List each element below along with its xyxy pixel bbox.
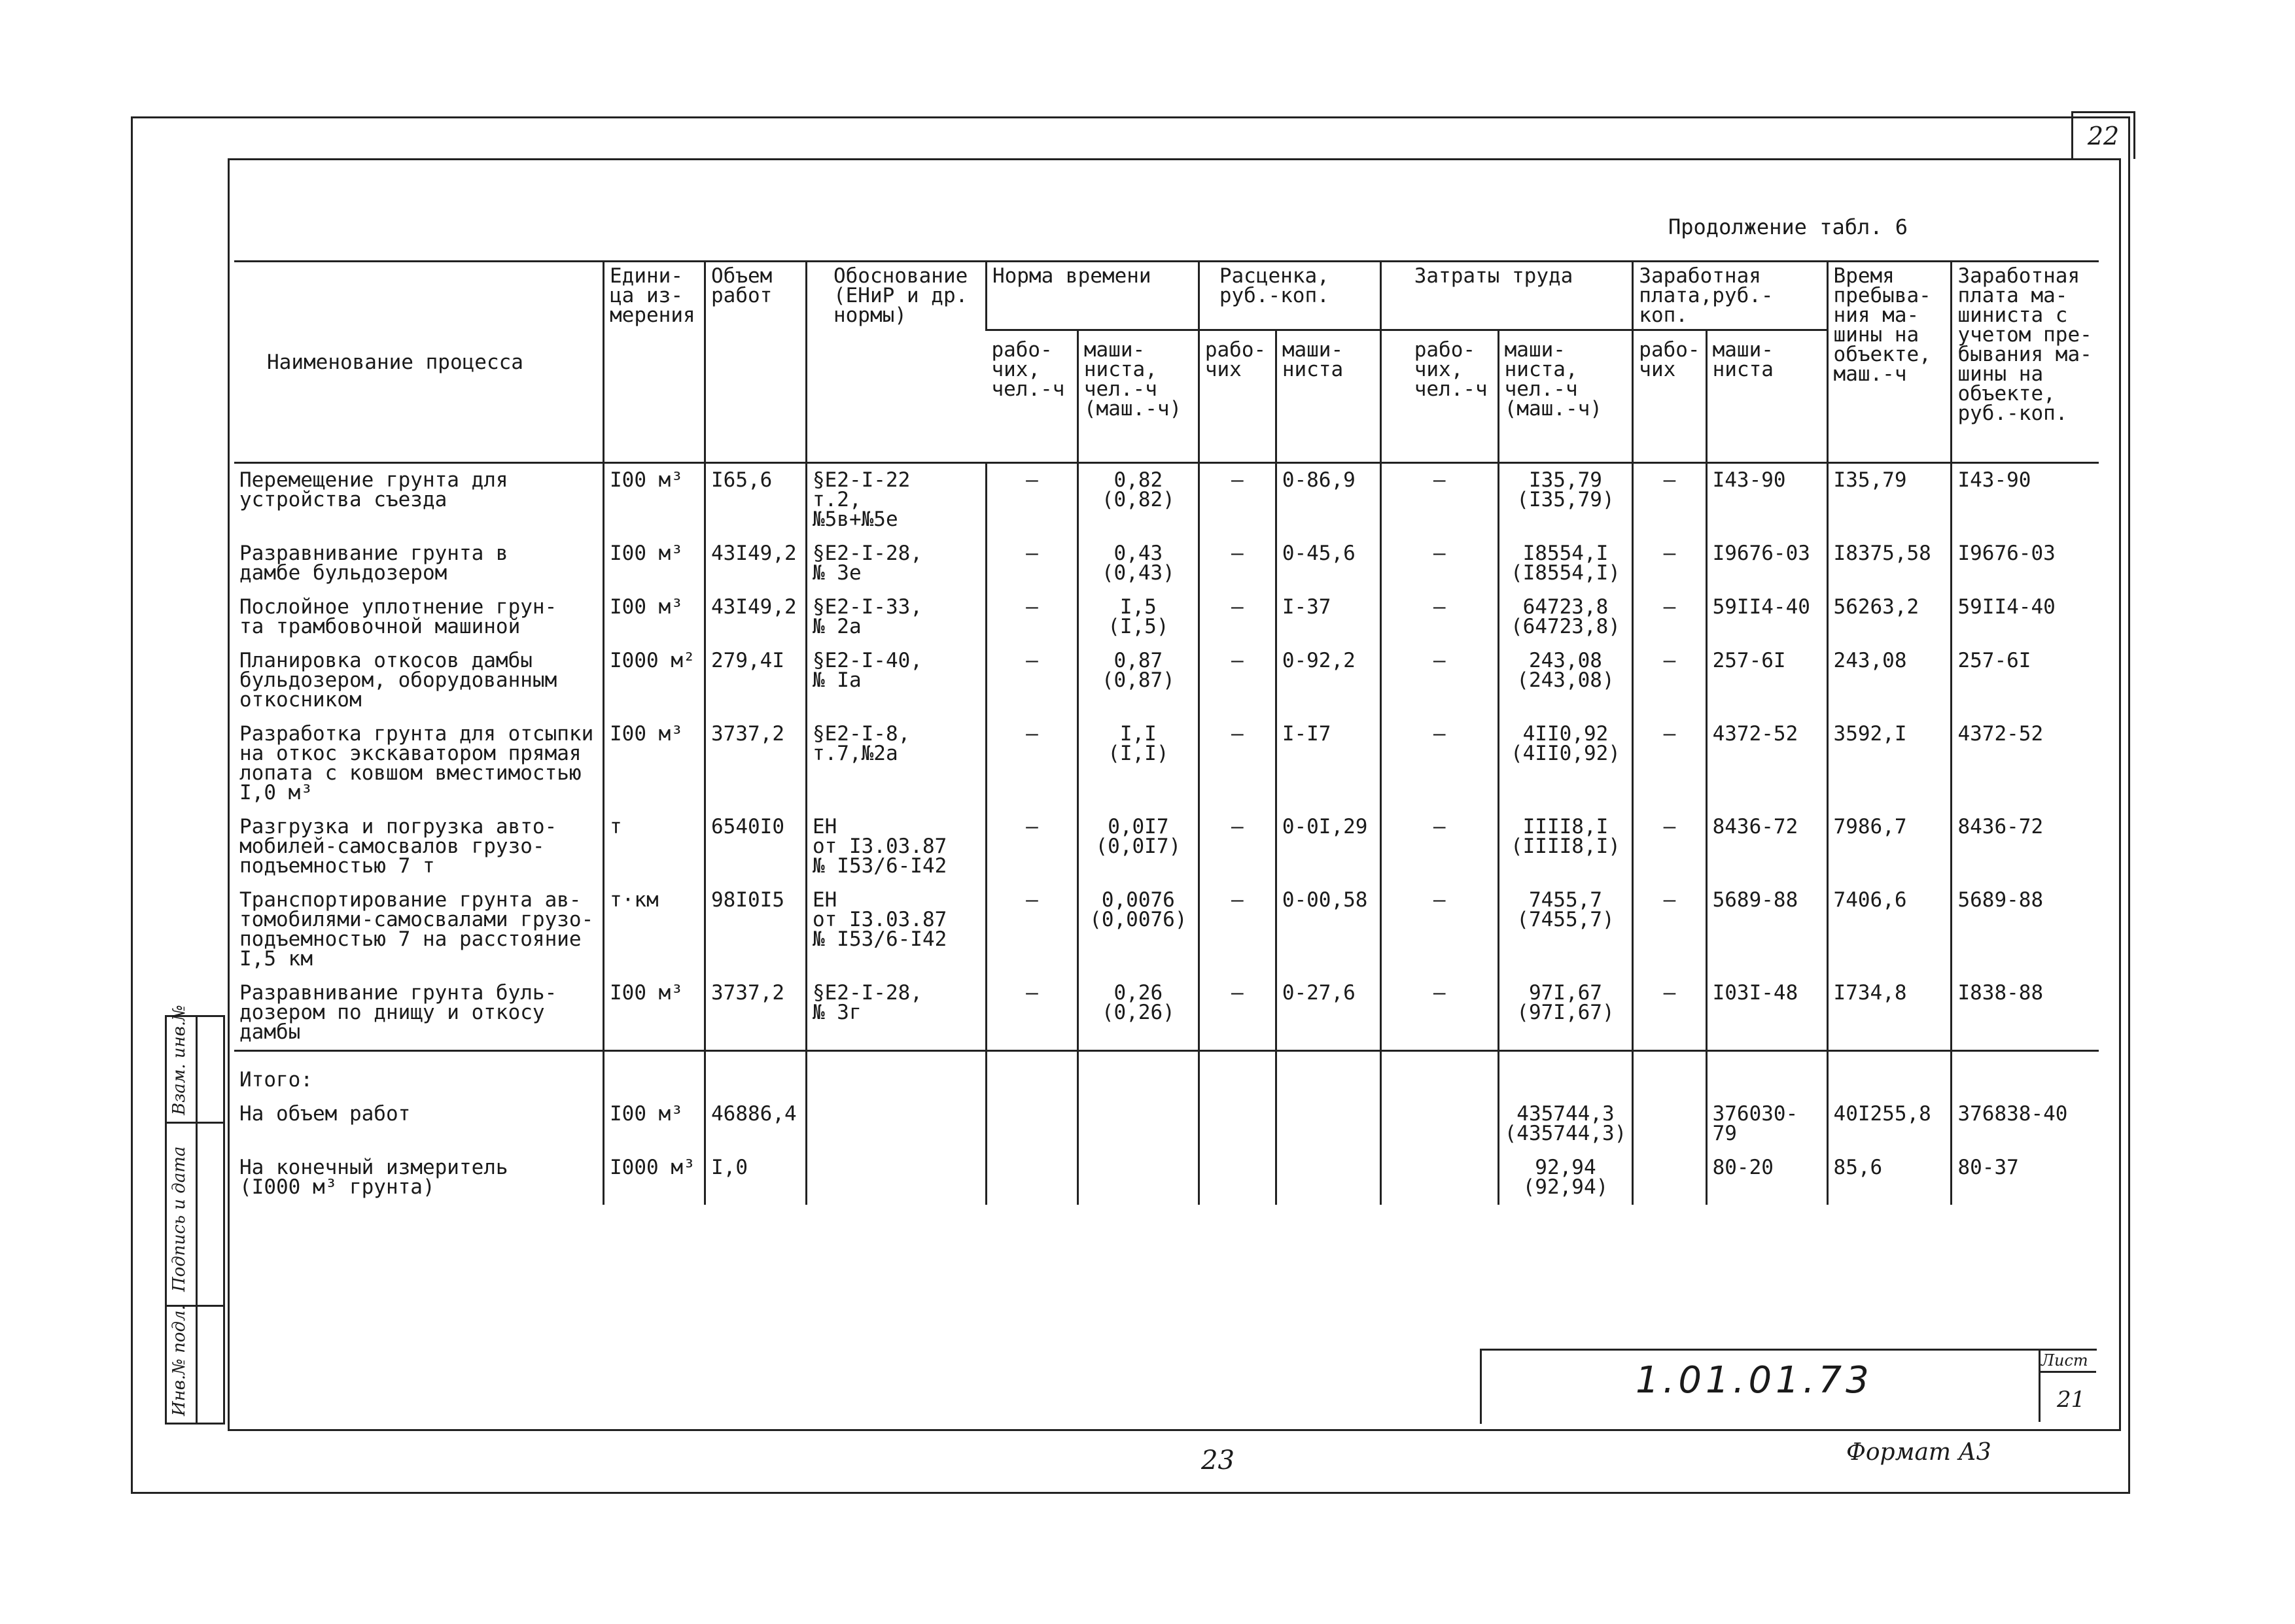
- cell-unit: I00 м³: [604, 591, 705, 644]
- total-cell-nm: [1077, 1151, 1199, 1205]
- totals-label-row: [234, 1051, 2099, 1098]
- cell-unit: I00 м³: [604, 976, 705, 1051]
- totals-row: [234, 1151, 2099, 1205]
- corner-page-number: 22: [2071, 111, 2135, 159]
- cell-unit: I00 м³: [604, 717, 705, 810]
- cell-lm: 4II0,92 (4II0,92): [1498, 717, 1633, 810]
- total-cell-basis: [806, 1151, 986, 1205]
- cell-ww: –: [1633, 810, 1706, 884]
- total-cell-pw: [1199, 1151, 1276, 1205]
- cell-lm: 97I,67 (97I,67): [1498, 976, 1633, 1051]
- cell-volume: 43I49,2: [705, 537, 807, 591]
- header-stay-time: Время пребыва- ния ма- шины на объекте, маш.-ч: [1827, 262, 1952, 463]
- cell-basis: §Е2-I-33, № 2а: [806, 591, 986, 644]
- cell-nm: 0,0076 (0,0076): [1077, 884, 1199, 976]
- cell-volume: 43I49,2: [705, 591, 807, 644]
- cell-wstay: 4372-52: [1952, 717, 2099, 810]
- total-cell-pm: [1276, 1151, 1380, 1205]
- cell-basis: §Е2-I-8, т.7,№2а: [806, 717, 986, 810]
- stamp-inv-original: Инв.№ подл.: [169, 1305, 189, 1416]
- total-cell-unit: I000 м³: [604, 1151, 705, 1205]
- total-cell-lw: [1380, 1151, 1498, 1205]
- header-price-machinist: маши- ниста: [1276, 330, 1380, 463]
- total-cell-stay: 85,6: [1827, 1151, 1952, 1205]
- cell-pm: I-37: [1276, 591, 1380, 644]
- cell-ww: –: [1633, 537, 1706, 591]
- total-cell-wm: 80-20: [1706, 1151, 1827, 1205]
- cell-lw: –: [1380, 884, 1498, 976]
- total-cell-volume: I,0: [705, 1151, 807, 1205]
- cell-unit: т: [604, 810, 705, 884]
- cell-nm: I,5 (I,5): [1077, 591, 1199, 644]
- header-norm-time: Норма времени: [986, 262, 1199, 330]
- cell-stay: 7986,7: [1827, 810, 1952, 884]
- header-wage: Заработная плата,руб.-коп.: [1633, 262, 1827, 330]
- cell-unit: I00 м³: [604, 537, 705, 591]
- cell-pm: 0-27,6: [1276, 976, 1380, 1051]
- cell-lm: IIII8,I (IIII8,I): [1498, 810, 1633, 884]
- cell-basis: §Е2-I-22 т.2, №5в+№5е: [806, 463, 986, 538]
- total-cell-pw: [1199, 1097, 1276, 1151]
- norms-table: [234, 260, 2099, 1205]
- total-cell-stay: 40I255,8: [1827, 1097, 1952, 1151]
- cell-wstay: I838-88: [1952, 976, 2099, 1051]
- cell-name: Разравнивание грунта буль- дозером по днищу и откосу дамбы: [239, 981, 557, 1044]
- total-cell-name: На объем работ: [239, 1102, 411, 1126]
- cell-basis: ЕН от I3.03.87 № I53/6-I42: [806, 810, 986, 884]
- cell-name: Транспортирование грунта ав- томобилями-самосвалами грузо- подъемностью 7 на расстояние I,5 км: [239, 888, 594, 971]
- cell-name: Перемещение грунта для устройства съезда: [239, 468, 508, 511]
- header-price-workers: рабо- чих: [1199, 330, 1276, 463]
- cell-pm: 0-86,9: [1276, 463, 1380, 538]
- cell-pm: 0-0I,29: [1276, 810, 1380, 884]
- cell-name: Планировка откосов дамбы бульдозером, оборудованным откосником: [239, 649, 557, 712]
- document-code: 1.01.01.73: [1636, 1359, 1873, 1402]
- total-cell-ww: [1633, 1151, 1706, 1205]
- cell-lw: –: [1380, 810, 1498, 884]
- total-cell-nw: [986, 1151, 1077, 1205]
- cell-stay: 243,08: [1827, 644, 1952, 717]
- cell-volume: 279,4I: [705, 644, 807, 717]
- cell-lw: –: [1380, 644, 1498, 717]
- cell-wm: 59II4-40: [1706, 591, 1827, 644]
- cell-unit: I00 м³: [604, 463, 705, 538]
- table-row: [234, 591, 2099, 644]
- cell-pw: –: [1199, 810, 1276, 884]
- total-cell-basis: [806, 1097, 986, 1151]
- total-cell-wstay: 376838-40: [1952, 1097, 2099, 1151]
- cell-basis: §Е2-I-28, № 3е: [806, 537, 986, 591]
- cell-lw: –: [1380, 463, 1498, 538]
- cell-nm: 0,26 (0,26): [1077, 976, 1199, 1051]
- total-cell-wstay: 80-37: [1952, 1151, 2099, 1205]
- total-cell-ww: [1633, 1097, 1706, 1151]
- cell-nm: 0,82 (0,82): [1077, 463, 1199, 538]
- cell-nm: 0,87 (0,87): [1077, 644, 1199, 717]
- table-body: [234, 463, 2099, 1205]
- total-cell-nm: [1077, 1097, 1199, 1151]
- cell-lm: 7455,7 (7455,7): [1498, 884, 1633, 976]
- cell-wm: I03I-48: [1706, 976, 1827, 1051]
- cell-stay: I8375,58: [1827, 537, 1952, 591]
- header-labor: Затраты труда: [1380, 262, 1633, 330]
- paper-format: Формат А3: [1846, 1439, 1991, 1466]
- cell-pw: –: [1199, 717, 1276, 810]
- header-norm-workers: рабо- чих, чел.-ч: [986, 330, 1077, 463]
- cell-basis: §Е2-I-28, № 3г: [806, 976, 986, 1051]
- header-labor-machinist: маши- ниста, чел.-ч (маш.-ч): [1498, 330, 1633, 463]
- cell-volume: 6540I0: [705, 810, 807, 884]
- header-labor-workers: рабо- чих, чел.-ч: [1380, 330, 1498, 463]
- cell-lm: I35,79 (I35,79): [1498, 463, 1633, 538]
- cell-volume: I65,6: [705, 463, 807, 538]
- total-cell-wm: 376030-79: [1706, 1097, 1827, 1151]
- cell-pw: –: [1199, 976, 1276, 1051]
- cell-ww: –: [1633, 884, 1706, 976]
- page-number: 23: [1201, 1445, 1235, 1476]
- total-cell-nw: [986, 1097, 1077, 1151]
- cell-lw: –: [1380, 591, 1498, 644]
- cell-stay: 7406,6: [1827, 884, 1952, 976]
- cell-pw: –: [1199, 463, 1276, 538]
- table-row: [234, 976, 2099, 1051]
- total-cell-name: На конечный измеритель (I000 м³ грунта): [239, 1156, 508, 1199]
- cell-nm: 0,43 (0,43): [1077, 537, 1199, 591]
- header-volume: Объем работ: [705, 262, 807, 463]
- cell-pm: I-I7: [1276, 717, 1380, 810]
- total-cell-lm: 92,94 (92,94): [1498, 1151, 1633, 1205]
- cell-volume: 3737,2: [705, 976, 807, 1051]
- cell-stay: I734,8: [1827, 976, 1952, 1051]
- cell-wstay: 5689-88: [1952, 884, 2099, 976]
- total-cell-pm: [1276, 1097, 1380, 1151]
- header-wage-machinist: маши- ниста: [1706, 330, 1827, 463]
- cell-wstay: 59II4-40: [1952, 591, 2099, 644]
- cell-lm: I8554,I (I8554,I): [1498, 537, 1633, 591]
- cell-name: Послойное уплотнение грун- та трамбовочной машиной: [239, 595, 557, 638]
- cell-name: Разравнивание грунта в дамбе бульдозером: [239, 542, 508, 585]
- cell-ww: –: [1633, 976, 1706, 1051]
- cell-wm: 4372-52: [1706, 717, 1827, 810]
- stamp-signature-date: Подпись и дата: [169, 1146, 189, 1292]
- sheet-label: Лист: [2041, 1351, 2088, 1370]
- table-caption: Продолжение табл. 6: [1668, 215, 1908, 239]
- header-unit: Едини- ца из- мерения: [604, 262, 705, 463]
- cell-nw: –: [986, 976, 1077, 1051]
- cell-nw: –: [986, 810, 1077, 884]
- totals-label: Итого:: [234, 1051, 604, 1098]
- total-cell-lm: 435744,3 (435744,3): [1498, 1097, 1633, 1151]
- sheet-number: 21: [2057, 1387, 2086, 1413]
- cell-pm: 0-92,2: [1276, 644, 1380, 717]
- table-row: [234, 644, 2099, 717]
- header-wage-workers: рабо- чих: [1633, 330, 1706, 463]
- cell-pw: –: [1199, 537, 1276, 591]
- table-row: [234, 884, 2099, 976]
- cell-wstay: 257-6I: [1952, 644, 2099, 717]
- table-row: [234, 463, 2099, 538]
- cell-nw: –: [986, 717, 1077, 810]
- stamp-replace-inv: Взам. инв.№: [169, 1005, 189, 1115]
- cell-wstay: I9676-03: [1952, 537, 2099, 591]
- cell-ww: –: [1633, 463, 1706, 538]
- cell-pm: 0-45,6: [1276, 537, 1380, 591]
- cell-name: Разгрузка и погрузка авто- мобилей-самосвалов грузо- подъемностью 7 т: [239, 815, 557, 878]
- cell-wstay: I43-90: [1952, 463, 2099, 538]
- table-row: [234, 537, 2099, 591]
- cell-wm: I43-90: [1706, 463, 1827, 538]
- cell-basis: ЕН от I3.03.87 № I53/6-I42: [806, 884, 986, 976]
- header-price: Расценка, руб.-коп.: [1199, 262, 1380, 330]
- cell-nw: –: [986, 591, 1077, 644]
- total-cell-lw: [1380, 1097, 1498, 1151]
- cell-lw: –: [1380, 976, 1498, 1051]
- cell-nw: –: [986, 463, 1077, 538]
- cell-unit: I000 м²: [604, 644, 705, 717]
- cell-stay: 3592,I: [1827, 717, 1952, 810]
- header-wage-stay: Заработная плата ма- шиниста с учетом пре- бывания ма- шины на объекте, руб.-коп.: [1952, 262, 2099, 463]
- cell-name: Разработка грунта для отсыпки на откос экскаватором прямая лопата с ковшом вместимостью I,0 м³: [239, 722, 594, 804]
- cell-pm: 0-00,58: [1276, 884, 1380, 976]
- cell-nw: –: [986, 644, 1077, 717]
- cell-lm: 64723,8 (64723,8): [1498, 591, 1633, 644]
- cell-wm: 257-6I: [1706, 644, 1827, 717]
- side-stamp: [165, 1005, 225, 1425]
- header-norm-machinist: маши- ниста, чел.-ч (маш.-ч): [1077, 330, 1199, 463]
- cell-wm: I9676-03: [1706, 537, 1827, 591]
- cell-stay: I35,79: [1827, 463, 1952, 538]
- cell-ww: –: [1633, 591, 1706, 644]
- cell-wm: 5689-88: [1706, 884, 1827, 976]
- total-cell-volume: 46886,4: [705, 1097, 807, 1151]
- table-row: [234, 810, 2099, 884]
- totals-row: [234, 1097, 2099, 1151]
- cell-nm: 0,0I7 (0,0I7): [1077, 810, 1199, 884]
- table-row: [234, 717, 2099, 810]
- cell-ww: –: [1633, 717, 1706, 810]
- cell-lm: 243,08 (243,08): [1498, 644, 1633, 717]
- cell-stay: 56263,2: [1827, 591, 1952, 644]
- cell-wstay: 8436-72: [1952, 810, 2099, 884]
- cell-lw: –: [1380, 537, 1498, 591]
- cell-nm: I,I (I,I): [1077, 717, 1199, 810]
- cell-unit: т·км: [604, 884, 705, 976]
- cell-pw: –: [1199, 644, 1276, 717]
- cell-basis: §Е2-I-40, № Iа: [806, 644, 986, 717]
- cell-pw: –: [1199, 591, 1276, 644]
- header-basis: Обоснование (ЕНиР и др. нормы): [806, 262, 986, 463]
- cell-volume: 3737,2: [705, 717, 807, 810]
- cell-volume: 98I0I5: [705, 884, 807, 976]
- cell-wm: 8436-72: [1706, 810, 1827, 884]
- cell-nw: –: [986, 884, 1077, 976]
- cell-pw: –: [1199, 884, 1276, 976]
- cell-nw: –: [986, 537, 1077, 591]
- cell-lw: –: [1380, 717, 1498, 810]
- cell-ww: –: [1633, 644, 1706, 717]
- total-cell-unit: I00 м³: [604, 1097, 705, 1151]
- header-name: Наименование процесса: [234, 262, 604, 463]
